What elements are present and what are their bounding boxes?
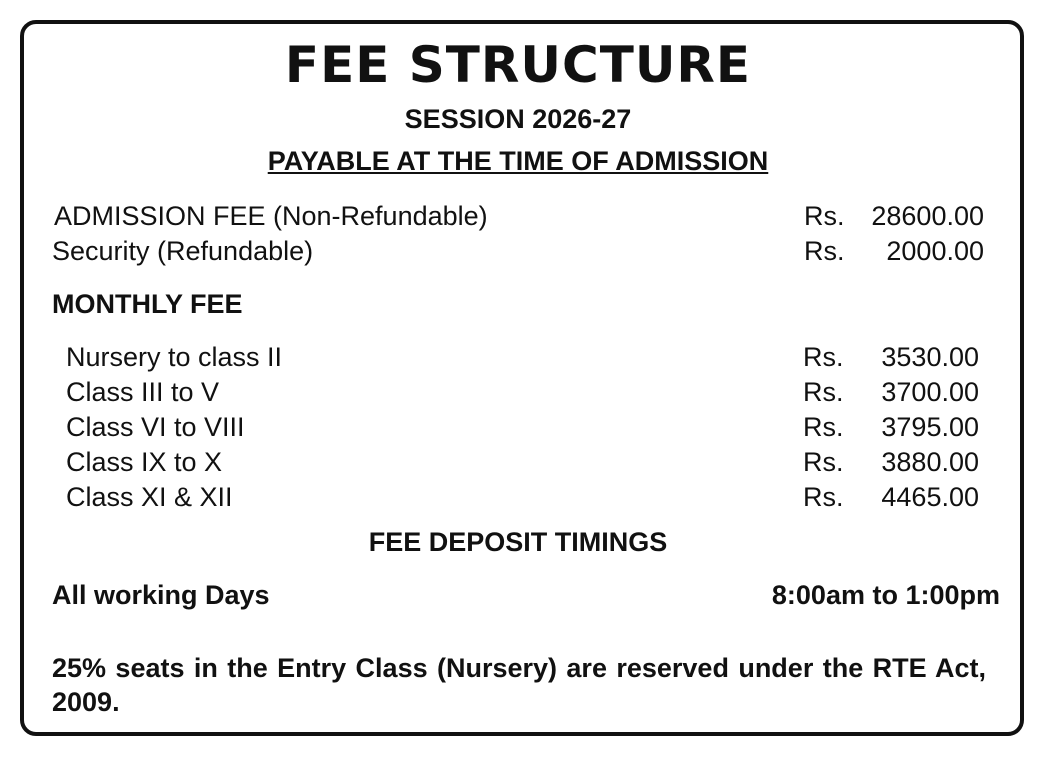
security-currency: Rs. xyxy=(804,236,845,266)
rte-note: 25% seats in the Entry Class (Nursery) are reserved under the RTE Act, 2009. xyxy=(52,653,986,717)
working-days-label: All working Days xyxy=(52,580,270,610)
monthly-row-currency: Rs. xyxy=(803,342,844,372)
session-label: SESSION 2026-27 xyxy=(404,104,632,134)
monthly-row-amount: 3795.00 xyxy=(881,412,979,442)
page-title: FEE STRUCTURE xyxy=(284,36,752,94)
timings-heading: FEE DEPOSIT TIMINGS xyxy=(368,527,668,557)
monthly-row-currency: Rs. xyxy=(803,412,844,442)
monthly-row-currency: Rs. xyxy=(803,377,844,407)
admission-fee-amount: 28600.00 xyxy=(871,201,984,231)
monthly-row-currency: Rs. xyxy=(803,482,844,512)
monthly-row-label: Class XI & XII xyxy=(66,482,233,512)
monthly-fee-heading: MONTHLY FEE xyxy=(52,289,243,319)
monthly-row-amount: 3530.00 xyxy=(881,342,979,372)
timings-hours: 8:00am to 1:00pm xyxy=(771,580,1000,610)
security-label: Security (Refundable) xyxy=(52,236,314,266)
admission-fee-label: ADMISSION FEE (Non-Refundable) xyxy=(54,201,488,231)
admission-fee-currency: Rs. xyxy=(804,201,845,231)
security-amount: 2000.00 xyxy=(886,236,984,266)
monthly-row-label: Class IX to X xyxy=(66,447,223,477)
monthly-row-amount: 3700.00 xyxy=(881,377,979,407)
monthly-row-currency: Rs. xyxy=(803,447,844,477)
monthly-row-label: Nursery to class II xyxy=(66,342,283,372)
monthly-row-label: Class III to V xyxy=(66,377,220,407)
monthly-row-amount: 3880.00 xyxy=(881,447,979,477)
monthly-row-amount: 4465.00 xyxy=(881,482,979,512)
monthly-row-label: Class VI to VIII xyxy=(66,412,245,442)
payable-heading: PAYABLE AT THE TIME OF ADMISSION xyxy=(267,146,769,176)
